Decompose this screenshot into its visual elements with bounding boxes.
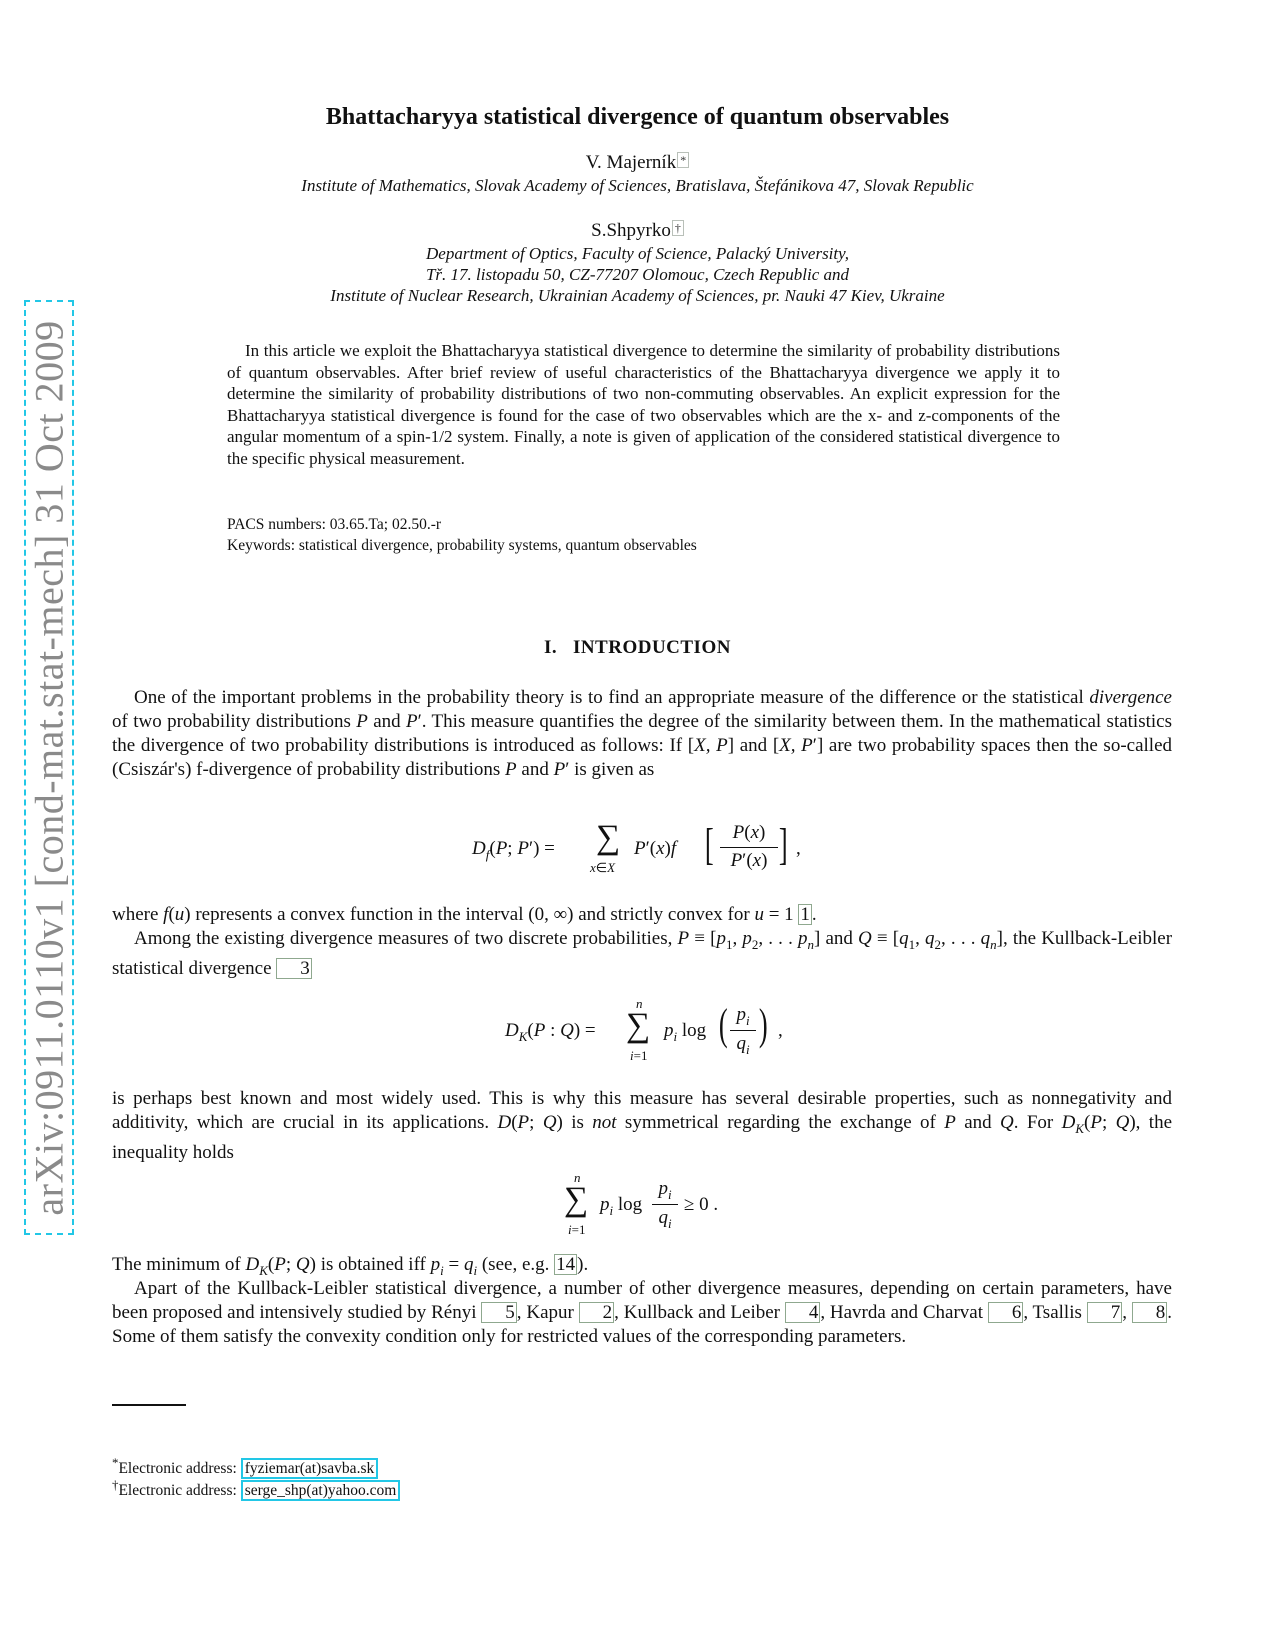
footnote-1 [112,1455,378,1478]
citation-5[interactable]: 5 [481,1302,517,1323]
pacs-numbers: PACS numbers: 03.65.Ta; 02.50.-r [227,516,442,533]
citation-1[interactable]: 1 [800,904,810,925]
intro-paragraph-1: One of the important problems in the probability theory is to find an appropriate measure of the difference or the statistical divergence of two probability distributions P and P′. This measure quantifies the degree of the similarity between them. In the mathematical statistics the divergence of two probability distributions is introduced as follows: If [X, P] and [X, P′] are two probability spaces then the so-called (Csiszár's) f-divergence of probability distributions P and P′ is given as [112,687,1172,780]
footnote-link-2[interactable]: † [672,220,684,236]
email-link-1[interactable]: fyziemar(at)savba.sk [241,1458,379,1479]
email-link-2[interactable]: serge_shp(at)yahoo.com [241,1480,401,1501]
author-2-name: S.Shpyrko [591,220,671,241]
citation-8[interactable]: 8 [1132,1302,1168,1323]
author-1-affiliation: Institute of Mathematics, Slovak Academy of Sciences, Bratislava, Štefánikova 47, Slovak Republic [301,176,974,195]
footnote-1-label: Electronic address: [118,1460,241,1478]
intro-paragraph-5: The minimum of $D_K(P$; Q) is obtained iff $p_i = q_i$ (see, e.g. 14 ). [112,1254,589,1278]
section-number: I. [544,637,558,658]
section-heading [0,637,1275,659]
intro-paragraph-3: Among the existing divergence measures of two discrete probabilities, $P \equiv [p_1$, $p_2$, . . . $p_n$] and $Q \equiv [q_1$, $q_2$, . . . $q_n$], the Kullback-Leibler statistical divergence 3 [112,928,1173,979]
citation-7[interactable]: 7 [1087,1302,1123,1323]
footnote-1-mark: * [112,1455,119,1470]
author-2 [0,220,1275,242]
author-2-affiliation-line-2: Tř. 17. listopadu 50, CZ-77207 Olomouc, Czech Republic and [425,265,850,284]
equation-inequality: n ∑ i=1 $p_i$ log $p_i$ $q_i$ ≥ 0 . [564,1170,719,1237]
author-2-affiliation-line-3: Institute of Nuclear Research, Ukrainian Academy of Sciences, pr. Nauki 47 Kiev, Ukraine [330,286,945,305]
section-title: INTRODUCTION [572,637,731,658]
intro-paragraph-2: where f(u) represents a convex function in the interval (0, ∞) and strictly convex for u = 1 1 . [112,904,817,925]
footnote-2-label: Electronic address: [118,1482,241,1500]
citation-3[interactable]: 3 [276,958,312,979]
footnote-2 [112,1477,400,1500]
abstract: In this article we exploit the Bhattacharyya statistical divergence to determine the similarity of probability distributions of quantum observables. After brief review of useful characteristics of the Bhattacharyya divergence we apply it to determine the similarity of probability distributions of two non-commuting observables. An explicit expression for the Bhattacharyya statistical divergence is found for the case of two observables which are the x- and z-components of the angular momentum of a spin-1/2 system. Finally, a note is given of application of the considered statistical divergence to the specific physical measurement. [227,341,1060,468]
intro-paragraph-6: Apart of the Kullback-Leibler statistical divergence, a number of other divergence measures, depending on certain parameters, have been proposed and intensively studied by Rényi 5 , Kapur 2 , Kullback and Leiber 4 , Havrda and Charvat 6 , Tsallis 7 , 8 . Some of them satisfy the convexity condition only for restricted values of the corresponding parameters. [112,1278,1172,1347]
footnote-rule [112,1404,186,1406]
author-1-name: V. Majerník [585,152,677,173]
keywords: Keywords: statistical divergence, probability systems, quantum observables [227,537,697,554]
author-2-affiliation-line-1: Department of Optics, Faculty of Science, Palacký University, [426,244,849,263]
intro-paragraph-4: is perhaps best known and most widely used. This is why this measure has several desirable properties, such as nonnegativity and additivity, which are crucial in its applications. D(P; Q) is not symmetrical regarding the exchange of P and Q. For $D_K(P$; Q), the inequality holds [112,1088,1173,1163]
citation-4[interactable]: 4 [785,1302,821,1323]
citation-6[interactable]: 6 [988,1302,1024,1323]
footnote-link-1[interactable]: * [677,152,689,168]
citation-2[interactable]: 2 [579,1302,615,1323]
footnote-2-mark: † [112,1477,119,1492]
paper-title: Bhattacharyya statistical divergence of quantum observables [325,104,950,130]
equation-f-divergence: $D_f(P$; P′) = ∑ x∈X P′(x)f [ P(x) P′(x) ] , [472,819,801,875]
arxiv-stamp[interactable]: arXiv:0911.0110v1 [cond-mat.stat-mech] 31 Oct 2009 [26,320,72,1216]
pacs-keywords [227,514,697,556]
author-1 [0,152,1275,174]
equation-kullback-leibler: $D_K(P$ : Q) = n ∑ i=1 $p_i$ log ( $p_i$ $q_i$ ) , [505,996,783,1063]
citation-14[interactable]: 14 [556,1254,576,1275]
